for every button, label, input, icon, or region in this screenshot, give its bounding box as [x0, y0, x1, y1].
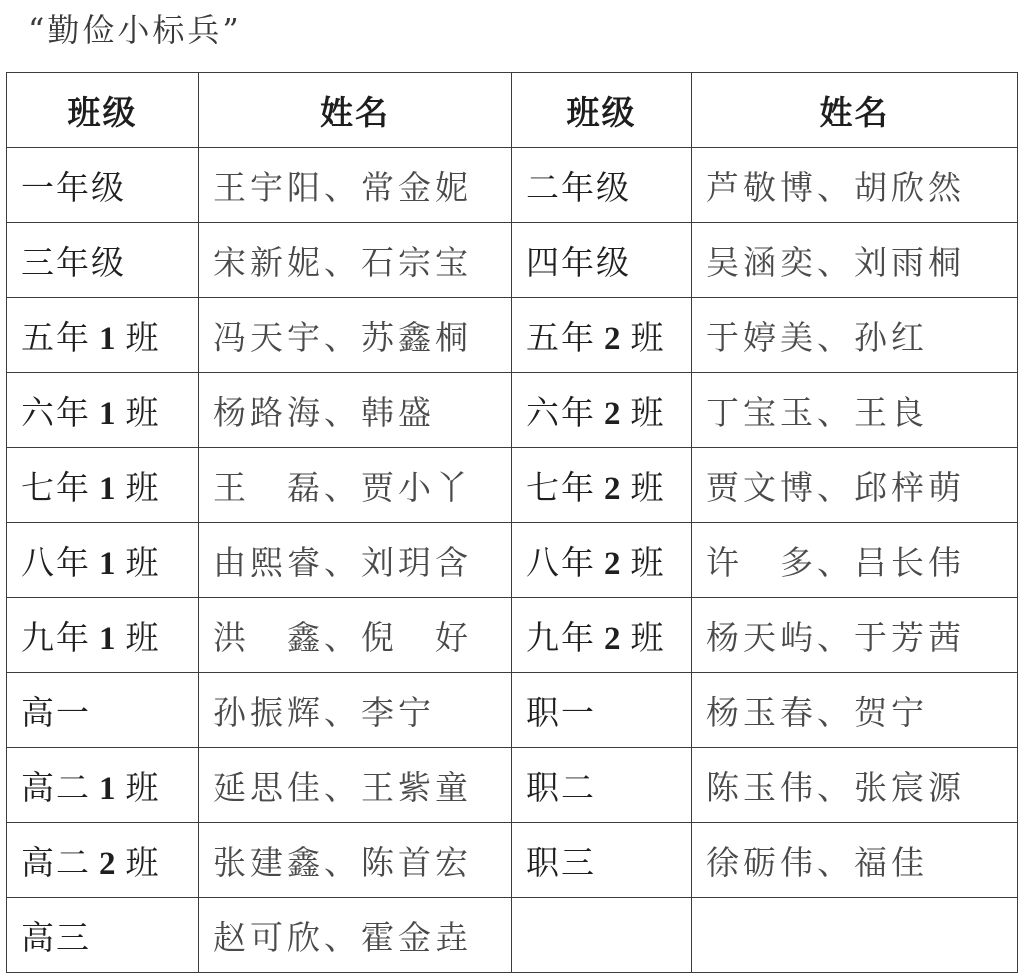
class-cell-right: [512, 898, 692, 973]
names-cell-left: 杨路海、韩盛: [199, 373, 512, 448]
class-cell-left: 九年 1 班: [7, 598, 199, 673]
class-cell-right: 九年 2 班: [512, 598, 692, 673]
table-row: [7, 373, 1018, 448]
class-cell-left: 一年级: [7, 148, 199, 223]
table-row: [7, 148, 1018, 223]
header-class-right: 班级: [512, 73, 692, 148]
class-cell-right: 职二: [512, 748, 692, 823]
names-cell-left: 赵可欣、霍金垚: [199, 898, 512, 973]
class-cell-right: 职一: [512, 673, 692, 748]
class-cell-left: 高二 2 班: [7, 823, 199, 898]
table-body: [7, 148, 1018, 973]
class-cell-right: 四年级: [512, 223, 692, 298]
names-cell-left: 宋新妮、石宗宝: [199, 223, 512, 298]
names-cell-left: 王宇阳、常金妮: [199, 148, 512, 223]
table-row: [7, 523, 1018, 598]
class-cell-right: 六年 2 班: [512, 373, 692, 448]
names-cell-left: 由熙睿、刘玥含: [199, 523, 512, 598]
table-row: [7, 673, 1018, 748]
table-row: [7, 823, 1018, 898]
header-name-left: 姓名: [199, 73, 512, 148]
table-row: [7, 748, 1018, 823]
table-header-row: [7, 73, 1018, 148]
names-cell-left: 洪 鑫、倪 好: [199, 598, 512, 673]
class-cell-right: 八年 2 班: [512, 523, 692, 598]
names-cell-right: 芦敬博、胡欣然: [692, 148, 1018, 223]
table-row: [7, 898, 1018, 973]
names-cell-right: 贾文博、邱梓萌: [692, 448, 1018, 523]
table-row: [7, 223, 1018, 298]
class-cell-right: 二年级: [512, 148, 692, 223]
class-cell-right: 七年 2 班: [512, 448, 692, 523]
names-cell-right: 徐砺伟、福佳: [692, 823, 1018, 898]
names-cell-right: 杨玉春、贺宁: [692, 673, 1018, 748]
table-row: [7, 598, 1018, 673]
class-cell-left: 三年级: [7, 223, 199, 298]
header-name-right: 姓名: [692, 73, 1018, 148]
names-cell-right: 陈玉伟、张宸源: [692, 748, 1018, 823]
table-row: [7, 448, 1018, 523]
class-cell-right: 职三: [512, 823, 692, 898]
names-cell-left: 冯天宇、苏鑫桐: [199, 298, 512, 373]
class-cell-right: 五年 2 班: [512, 298, 692, 373]
honor-roster-table: [6, 72, 1018, 973]
class-cell-left: 七年 1 班: [7, 448, 199, 523]
table-row: [7, 298, 1018, 373]
class-cell-left: 高二 1 班: [7, 748, 199, 823]
names-cell-right: 吴涵奕、刘雨桐: [692, 223, 1018, 298]
names-cell-right: [692, 898, 1018, 973]
names-cell-left: 王 磊、贾小丫: [199, 448, 512, 523]
names-cell-right: 于婷美、孙红: [692, 298, 1018, 373]
names-cell-right: 丁宝玉、王良: [692, 373, 1018, 448]
names-cell-right: 许 多、吕长伟: [692, 523, 1018, 598]
names-cell-right: 杨天屿、于芳茜: [692, 598, 1018, 673]
class-cell-left: 八年 1 班: [7, 523, 199, 598]
class-cell-left: 高三: [7, 898, 199, 973]
names-cell-left: 张建鑫、陈首宏: [199, 823, 512, 898]
class-cell-left: 高一: [7, 673, 199, 748]
class-cell-left: 五年 1 班: [7, 298, 199, 373]
names-cell-left: 孙振辉、李宁: [199, 673, 512, 748]
header-class-left: 班级: [7, 73, 199, 148]
class-cell-left: 六年 1 班: [7, 373, 199, 448]
names-cell-left: 延思佳、王紫童: [199, 748, 512, 823]
document-title: “勤俭小标兵”: [28, 11, 242, 49]
